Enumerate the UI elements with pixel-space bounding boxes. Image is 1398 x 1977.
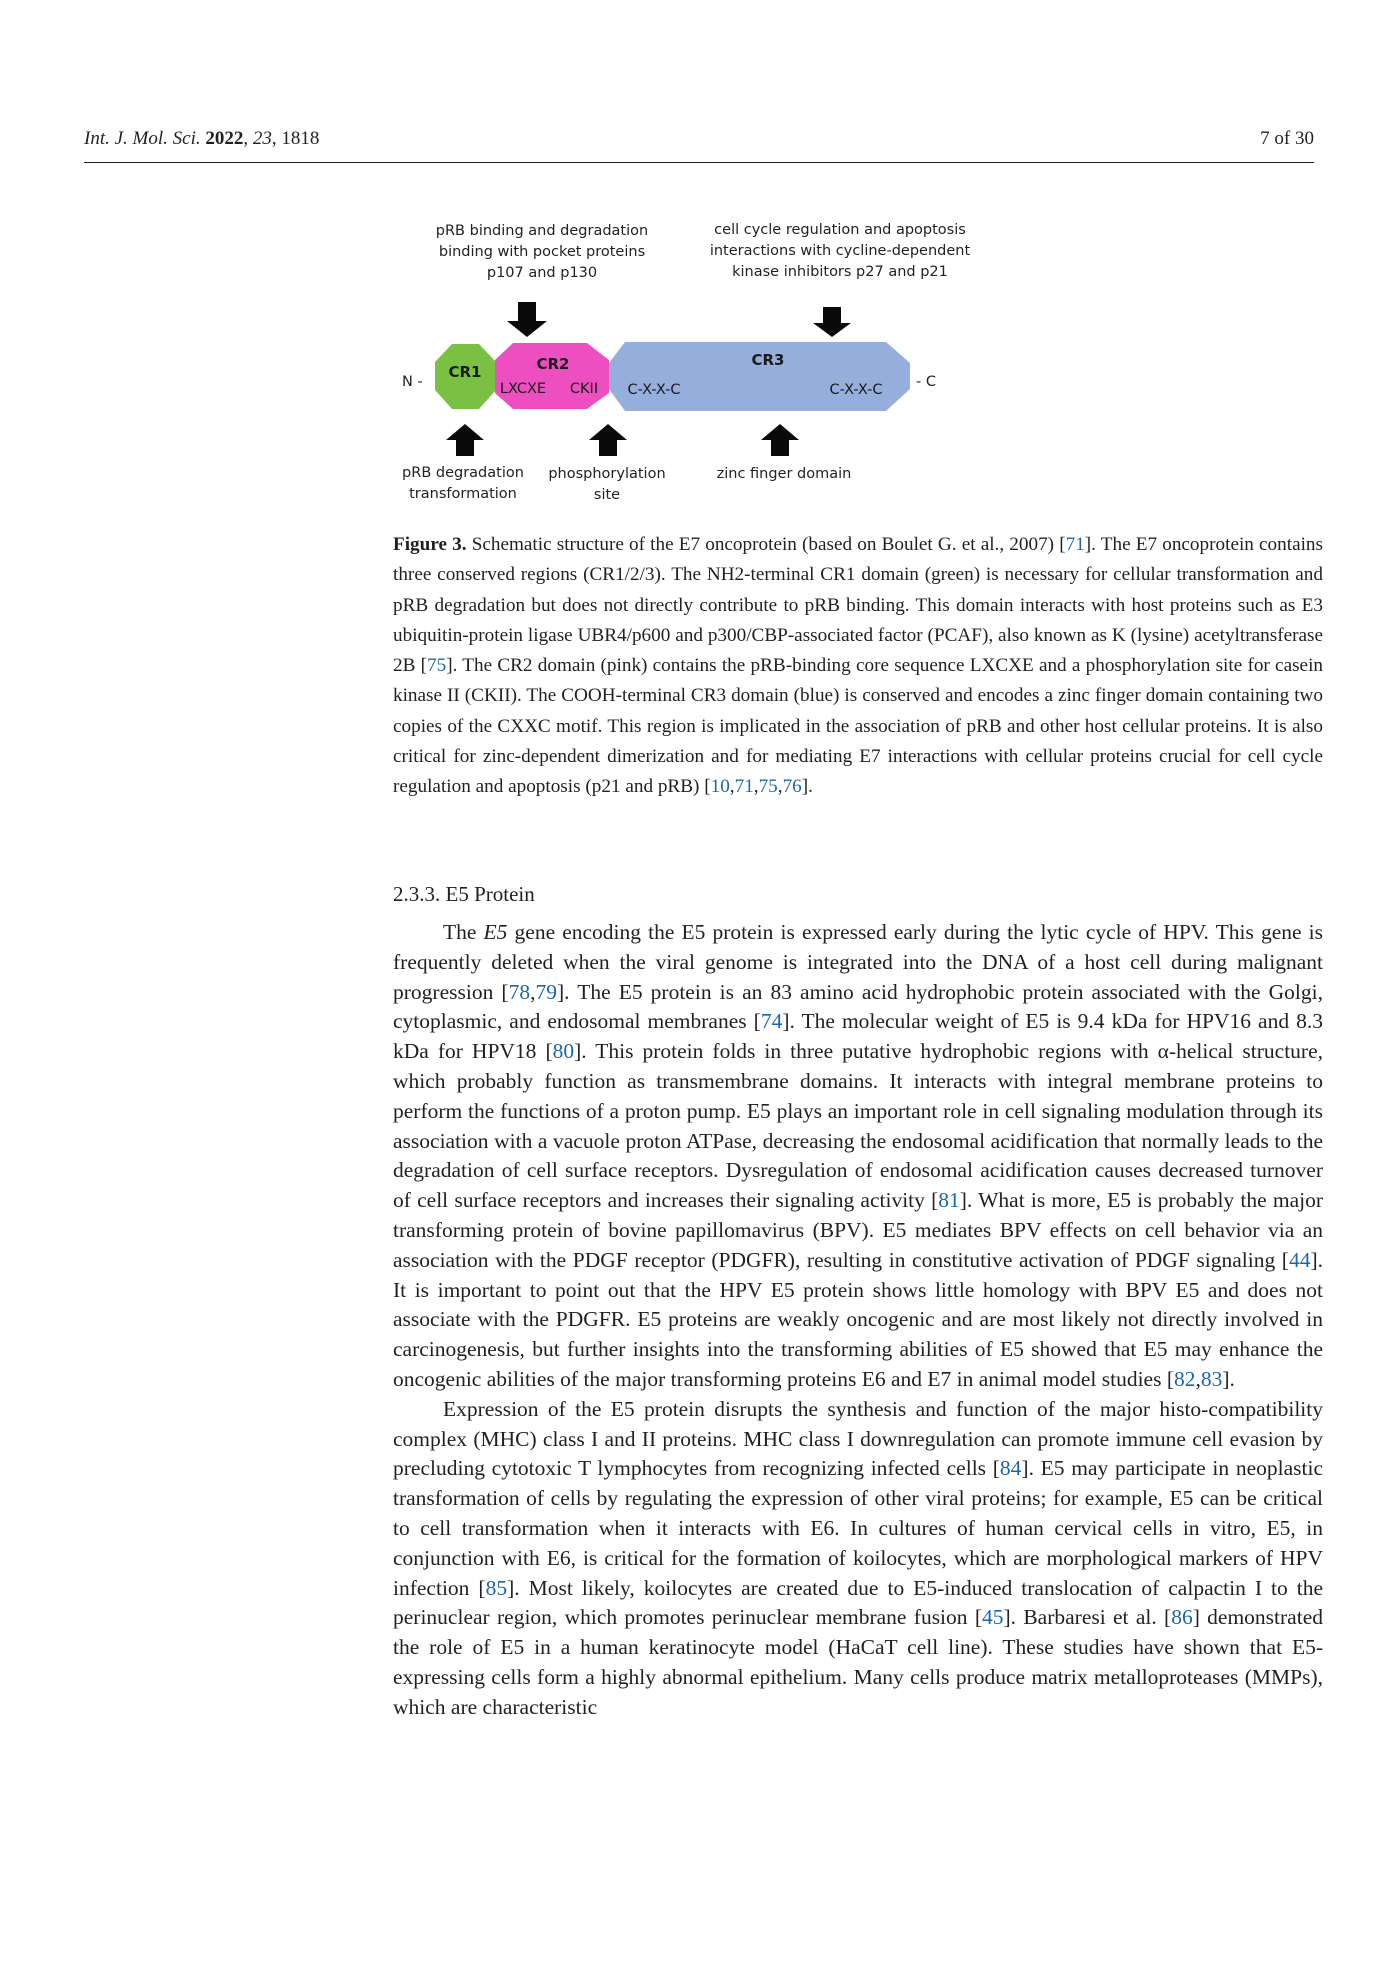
journal-volume: 23 bbox=[252, 128, 272, 149]
journal-abbr: Int. J. Mol. Sci. bbox=[84, 128, 201, 149]
citation-link[interactable]: 71 bbox=[1065, 534, 1085, 555]
bottom-1-line-2: transformation bbox=[409, 486, 517, 502]
citation-link[interactable]: 79 bbox=[535, 979, 557, 1004]
cr2-lxcxe-label: LXCXE bbox=[499, 381, 547, 397]
e7-schematic bbox=[390, 215, 1010, 515]
top-right-line-1: cell cycle regulation and apoptosis bbox=[714, 222, 966, 238]
cr1-label: CR1 bbox=[448, 363, 482, 381]
bottom-2-line-2: site bbox=[593, 487, 621, 503]
citation-link[interactable]: 84 bbox=[999, 1456, 1022, 1481]
cr2-domain bbox=[495, 343, 609, 409]
paragraph: The E5 gene encoding the E5 protein is expressed early during the lytic cycle of HPV. This gene is frequently deleted when the viral genome is integrated into the DNA of a host cell during malignant progression [78,79]. The E5 protein is an 83 amino acid hydrophobic protein associated with the Golgi, cytoplasmic, and endosomal membranes [74]. The molecular weight of E5 is 9.4 kDa for HPV16 and 8.3 kDa for HPV18 [80]. This protein folds in three putative hydrophobic regions with α-helical structure, which probably function as transmembrane domains. It interacts with integral membrane proteins to perform the functions of a proton pump. E5 plays an important role in cell signaling modulation through its association with a vacuole proton ATPase, decreasing the endosomal acidification that normally leads to the degradation of cell surface receptors. Dysregulation of endosomal acidification causes decreased turnover of cell surface receptors and increases their signaling activity [81]. What is more, E5 is probably the major transforming protein of bovine papillomavirus (BPV). E5 mediates BPV effects on cell behavior via an association with the PDGF receptor (PDGFR), resulting in constitutive activation of PDGF signaling [44]. It is important to point out that the HPV E5 protein shows little homology with BPV E5 and does not associate with the PDGFR. E5 proteins are weakly oncogenic and are most likely not directly involved in carcinogenesis, but further insights into the transforming abilities of E5 showed that E5 may enhance the oncogenic abilities of the major transforming proteins E6 and E7 in animal model studies [82,83]. bbox=[393, 920, 1324, 1391]
cr3-label: CR3 bbox=[751, 351, 785, 369]
caption-text: Schematic structure of the E7 oncoprotein (based on Boulet G. et al., 2007) [71]. The E7 oncoprotein contains three conserved regions (CR1/2/3). The NH2-terminal CR1 domain (green) is necessary for cellular transformation and pRB degradation but does not directly contribute to pRB binding. This domain interacts with host proteins such as E3 ubiquitin-protein ligase UBR4/p600 and p300/CBP-associated factor (PCAF), also known as K (lysine) acetyltransferase 2B [75]. The CR2 domain (pink) contains the pRB-binding core sequence LXCXE and a phosphorylation site for casein kinase II (CKII). The COOH-terminal CR3 domain (blue) is conserved and encodes a zinc finger domain containing two copies of the CXXC motif. This region is implicated in the association of pRB and other host cellular proteins. It is also critical for zinc-dependent dimerization and for mediating E7 interactions with cellular proteins crucial for cell cycle regulation and apoptosis (p21 and pRB) [10,71,75,76]. bbox=[393, 534, 1323, 798]
paragraph: Expression of the E5 protein disrupts the synthesis and function of the major histo-compatibility complex (MHC) class I and II proteins. MHC class I downregulation can promote immune cell evasion by precluding cytotoxic T lymphocytes from recognizing infected cells [84]. E5 may participate in neoplastic transformation of cells by regulating the expression of other viral proteins; for example, E5 can be critical to cell transformation when it interacts with E6. In cultures of human cervical cells in vitro, E5, in conjunction with E6, is critical for the formation of koilocytes, which are morphological markers of HPV infection [85]. Most likely, koilocytes are created due to E5-induced translocation of calpactin I to the perinuclear region, which promotes perinuclear membrane fusion [45]. Barbaresi et al. [86] demonstrated the role of E5 in a human keratinocyte model (HaCaT cell line). These studies have shown that E5-expressing cells form a highly abnormal epithelium. Many cells produce matrix metalloproteases (MMPs), which are characteristic bbox=[393, 1396, 1324, 1719]
top-left-line-2: binding with pocket proteins bbox=[438, 244, 646, 260]
italic-term: E5 bbox=[483, 920, 508, 944]
bottom-3-line-1: zinc finger domain bbox=[716, 466, 852, 482]
caption-label: Figure 3. bbox=[393, 534, 467, 555]
journal-citation: Int. J. Mol. Sci. 2022, 23, 1818 bbox=[84, 128, 320, 149]
body-text bbox=[393, 918, 1323, 1723]
citation-link[interactable]: 10 bbox=[710, 776, 730, 798]
arrow-down-cr2 bbox=[507, 302, 547, 337]
cr2-label: CR2 bbox=[536, 355, 570, 373]
citation-link[interactable]: 82 bbox=[1173, 1366, 1196, 1391]
citation-link[interactable]: 71 bbox=[734, 776, 754, 798]
top-left-line-3: p107 and p130 bbox=[486, 265, 598, 281]
citation-link[interactable]: 78 bbox=[508, 979, 531, 1004]
top-left-line-1: pRB binding and degradation bbox=[435, 223, 649, 239]
page-number: 7 of 30 bbox=[1260, 128, 1314, 149]
top-right-line-3: kinase inhibitors p27 and p21 bbox=[732, 264, 948, 280]
citation-link[interactable]: 75 bbox=[758, 776, 778, 798]
figure-3 bbox=[390, 215, 1010, 515]
citation-link[interactable]: 86 bbox=[1171, 1605, 1193, 1630]
arrow-down-cr3 bbox=[813, 307, 851, 337]
journal-year: 2022 bbox=[205, 128, 244, 149]
citation-link[interactable]: 81 bbox=[938, 1188, 960, 1213]
running-header bbox=[84, 128, 1314, 158]
figure-caption bbox=[393, 530, 1323, 803]
arrow-up-cr3 bbox=[761, 424, 799, 456]
header-rule bbox=[84, 162, 1314, 163]
citation-link[interactable]: 44 bbox=[1288, 1247, 1311, 1272]
section-heading: 2.3.3. E5 Protein bbox=[393, 882, 535, 906]
cr3-cxxc-right: C-X-X-C bbox=[829, 382, 883, 398]
arrow-up-cr1 bbox=[446, 424, 484, 456]
citation-link[interactable]: 85 bbox=[485, 1575, 508, 1600]
n-terminal-label: N - bbox=[402, 374, 423, 390]
citation-link[interactable]: 45 bbox=[982, 1605, 1004, 1630]
cr2-ckii-label: CKII bbox=[569, 381, 599, 397]
article-number: 1818 bbox=[281, 128, 320, 149]
cr3-cxxc-left: C-X-X-C bbox=[627, 382, 681, 398]
citation-link[interactable]: 74 bbox=[760, 1009, 783, 1034]
citation-link[interactable]: 80 bbox=[552, 1039, 575, 1064]
arrow-up-ckii bbox=[589, 424, 627, 456]
bottom-1-line-1: pRB degradation bbox=[402, 465, 524, 481]
citation-link[interactable]: 83 bbox=[1200, 1366, 1223, 1391]
top-right-line-2: interactions with cycline-dependent bbox=[709, 243, 971, 259]
citation-link[interactable]: 76 bbox=[782, 776, 802, 798]
citation-link[interactable]: 75 bbox=[427, 655, 447, 677]
c-terminal-label: - C bbox=[916, 374, 936, 390]
bottom-2-line-1: phosphorylation bbox=[548, 466, 666, 482]
